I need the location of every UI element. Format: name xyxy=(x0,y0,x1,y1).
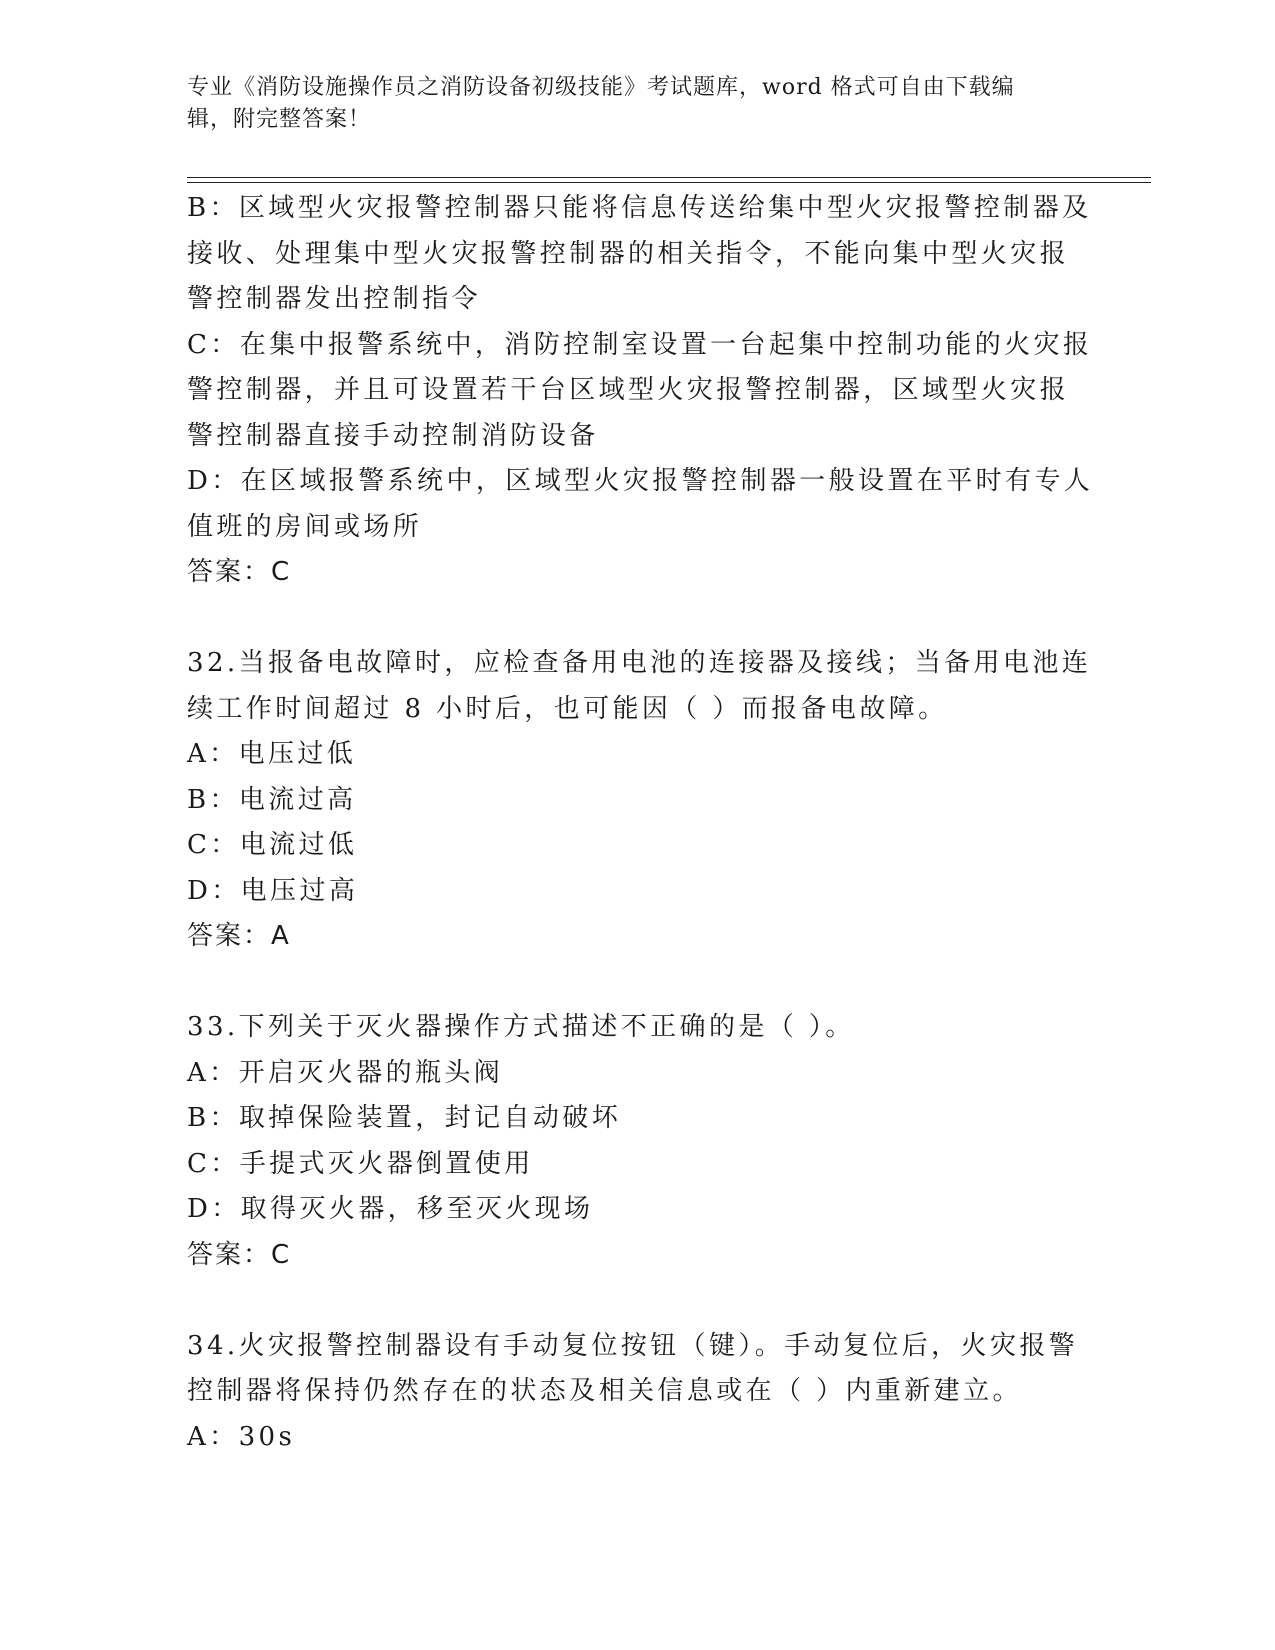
q32-stem-line-1: 32.当报备电故障时，应检查备用电池的连接器及接线；当备用电池连 xyxy=(187,648,1092,678)
q31-option-c-line-3: 警控制器直接手动控制消防设备 xyxy=(187,420,599,451)
q33-stem: 33.下列关于灭火器操作方式描述不正确的是（ ）。 xyxy=(187,1012,855,1042)
q31-option-b-line-1: B：区域型火灾报警控制器只能将信息传送给集中型火灾报警控制器及 xyxy=(187,193,1092,223)
spacer xyxy=(187,1278,1087,1324)
header-line-2: 辑，附完整答案！ xyxy=(187,107,372,132)
q32-option-c: C：电流过低 xyxy=(187,830,358,860)
q33-answer: 答案：C xyxy=(187,1239,292,1270)
q31-option-d-line-1: D：在区域报警系统中，区域型火灾报警控制器一般设置在平时有专人 xyxy=(187,466,1094,496)
header-divider-bottom xyxy=(187,182,1151,183)
question-content xyxy=(187,186,1094,1460)
q31-option-c-line-1: C：在集中报警系统中，消防控制室设置一台起集中控制功能的火灾报 xyxy=(187,329,1093,360)
q34-stem-line-2: 控制器将保持仍然存在的状态及相关信息或在（ ）内重新建立。 xyxy=(187,1376,1022,1406)
q31-option-d-line-2: 值班的房间或场所 xyxy=(187,511,423,542)
q32-option-a: A：电压过低 xyxy=(187,739,357,769)
q33-option-a: A：开启灭火器的瓶头阀 xyxy=(187,1057,504,1088)
q34-option-a: A：30s xyxy=(187,1421,296,1452)
header-line-1: 专业《消防设施操作员之消防设备初级技能》考试题库，word 格式可自由下载编 xyxy=(187,75,1015,100)
q33-option-b: B：取掉保险装置，封记自动破坏 xyxy=(187,1103,622,1133)
header-divider-top xyxy=(187,177,1151,178)
q31-option-b-line-2: 接收、处理集中型火灾报警控制器的相关指令，不能向集中型火灾报 xyxy=(187,238,1070,269)
q31-answer: 答案：C xyxy=(187,557,292,587)
q32-option-d: D：电压过高 xyxy=(187,875,359,906)
q34-stem-line-1: 34.火灾报警控制器设有手动复位按钮（键）。手动复位后，火灾报警 xyxy=(187,1330,1079,1361)
q32-stem-line-2: 续工作时间超过 8 小时后，也可能因（ ）而报备电故障。 xyxy=(187,693,948,724)
q32-answer: 答案：A xyxy=(187,921,291,951)
spacer xyxy=(187,960,1087,1006)
q33-option-c: C：手提式灭火器倒置使用 xyxy=(187,1148,534,1179)
q33-option-d: D：取得灭火器，移至灭火现场 xyxy=(187,1194,594,1224)
q32-option-b: B：电流过高 xyxy=(187,784,357,815)
q31-option-c-line-2: 警控制器，并且可设置若干台区域型火灾报警控制器，区域型火灾报 xyxy=(187,375,1070,405)
document-header xyxy=(187,72,1067,136)
q31-option-b-line-3: 警控制器发出控制指令 xyxy=(187,284,482,314)
spacer xyxy=(187,596,1087,642)
